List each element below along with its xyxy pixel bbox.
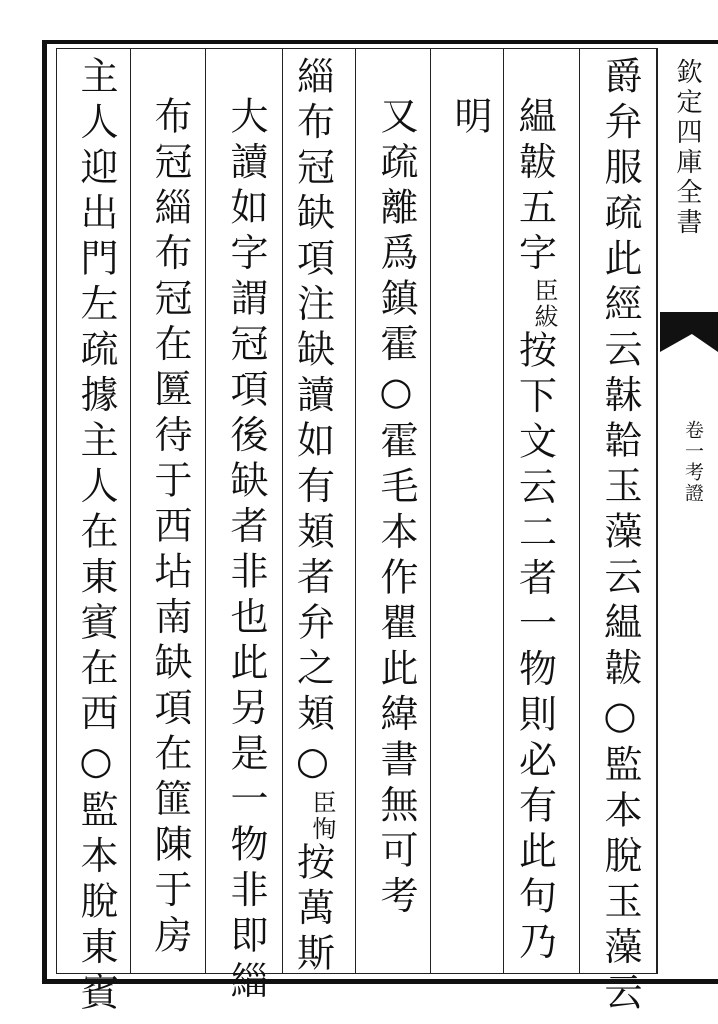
column-main-text: 緼韍五字 (512, 96, 557, 278)
text-column-3: 明 (448, 96, 492, 142)
text-column-5 (292, 56, 352, 979)
text-column-7: 布冠緇布冠在匴待于西坫南缺項在篚陳于房 (148, 96, 192, 961)
column-rule (579, 48, 580, 974)
minister-note: 臣紱 (530, 278, 558, 330)
text-column-8: 主人迎出門左疏據主人在東賓在西○監本脫東賓 (74, 56, 118, 1018)
text-column-6: 大讀如字謂冠項後缺者非也此另是一物非即緇 (224, 96, 268, 1006)
column-rule (130, 48, 131, 974)
text-column-2 (514, 96, 574, 967)
text-column-4: 又疏離爲鎮霍○霍毛本作瞿此緯書無可考 (374, 96, 418, 921)
book-title: 欽定四庫全書 (672, 58, 702, 238)
margin-rule (656, 48, 658, 974)
column-rest-text: 按萬斯 (290, 842, 335, 979)
column-rest-text: 按下文云二者一物則必有此句乃 (512, 330, 557, 967)
column-rule (355, 48, 356, 974)
column-rule (205, 48, 206, 974)
minister-note: 臣恂 (308, 790, 336, 842)
column-main-text: 緇布冠缺項注缺讀如有頍者弁之頍○ (290, 56, 335, 790)
column-rule (503, 48, 504, 974)
section-label: 卷一考證 (682, 420, 704, 504)
text-column-1: 爵弁服疏此經云韎韐玉藻云緼韍○監本脫玉藻云 (598, 56, 642, 1018)
column-rule (430, 48, 431, 974)
